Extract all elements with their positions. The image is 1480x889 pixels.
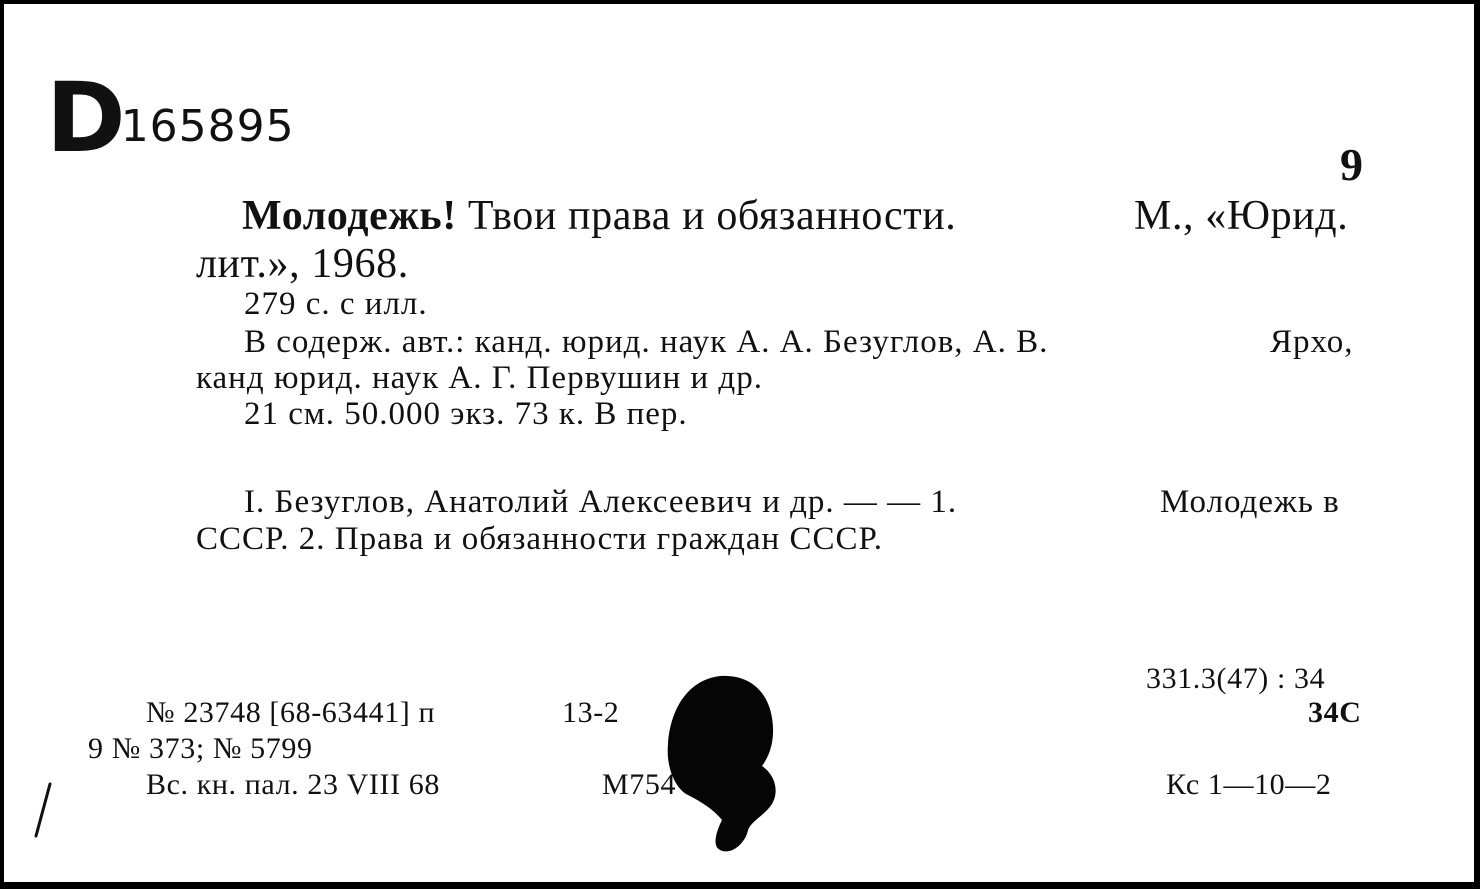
print-code: М754 <box>602 768 677 801</box>
order-code: 13-2 <box>562 696 620 729</box>
ink-blot <box>664 670 782 858</box>
classification-index: 331.3(47) : 34 <box>1146 662 1326 695</box>
title-rest: Твои права и обязанности. <box>456 193 957 239</box>
publisher-continued: лит.», 1968. <box>196 241 409 287</box>
card-number: 9 <box>1340 139 1363 190</box>
pages: 279 с. с илл. <box>244 286 428 322</box>
inventory-number <box>46 62 295 174</box>
inventory-prefix: D <box>46 62 127 174</box>
title-line <box>242 192 956 240</box>
contents-line-2: канд юрид. наук А. Г. Первушин и др. <box>196 360 763 396</box>
tracings-line-2: СССР. 2. Права и обязанности граждан СССР. <box>196 521 883 557</box>
series-numbers: 9 № 373; № 5799 <box>88 732 313 765</box>
contents-line-1: В содерж. авт.: канд. юрид. наук А. А. Безуглов, А. В. <box>244 324 1049 360</box>
book-chamber: Вс. кн. пал. 23 VIII 68 <box>146 768 440 801</box>
publisher: М., «Юрид. <box>1134 193 1349 239</box>
tracings-line-1: I. Безуглов, Анатолий Алексеевич и др. — — 1. <box>244 484 958 520</box>
title-bold: Молодежь! <box>242 193 457 239</box>
physical-description: 21 см. 50.000 экз. 73 к. В пер. <box>244 396 688 432</box>
pen-stroke <box>32 782 54 838</box>
order-number: № 23748 [68-63441] п <box>146 696 436 729</box>
card-code: Кс 1—10—2 <box>1166 768 1332 801</box>
author-mark: 34С <box>1308 696 1362 729</box>
inventory-digits: 165895 <box>120 101 295 152</box>
catalog-card <box>4 4 1474 882</box>
contents-line-1-end: Ярхо, <box>1270 324 1354 360</box>
tracings-line-1-end: Молодежь в <box>1160 484 1340 520</box>
